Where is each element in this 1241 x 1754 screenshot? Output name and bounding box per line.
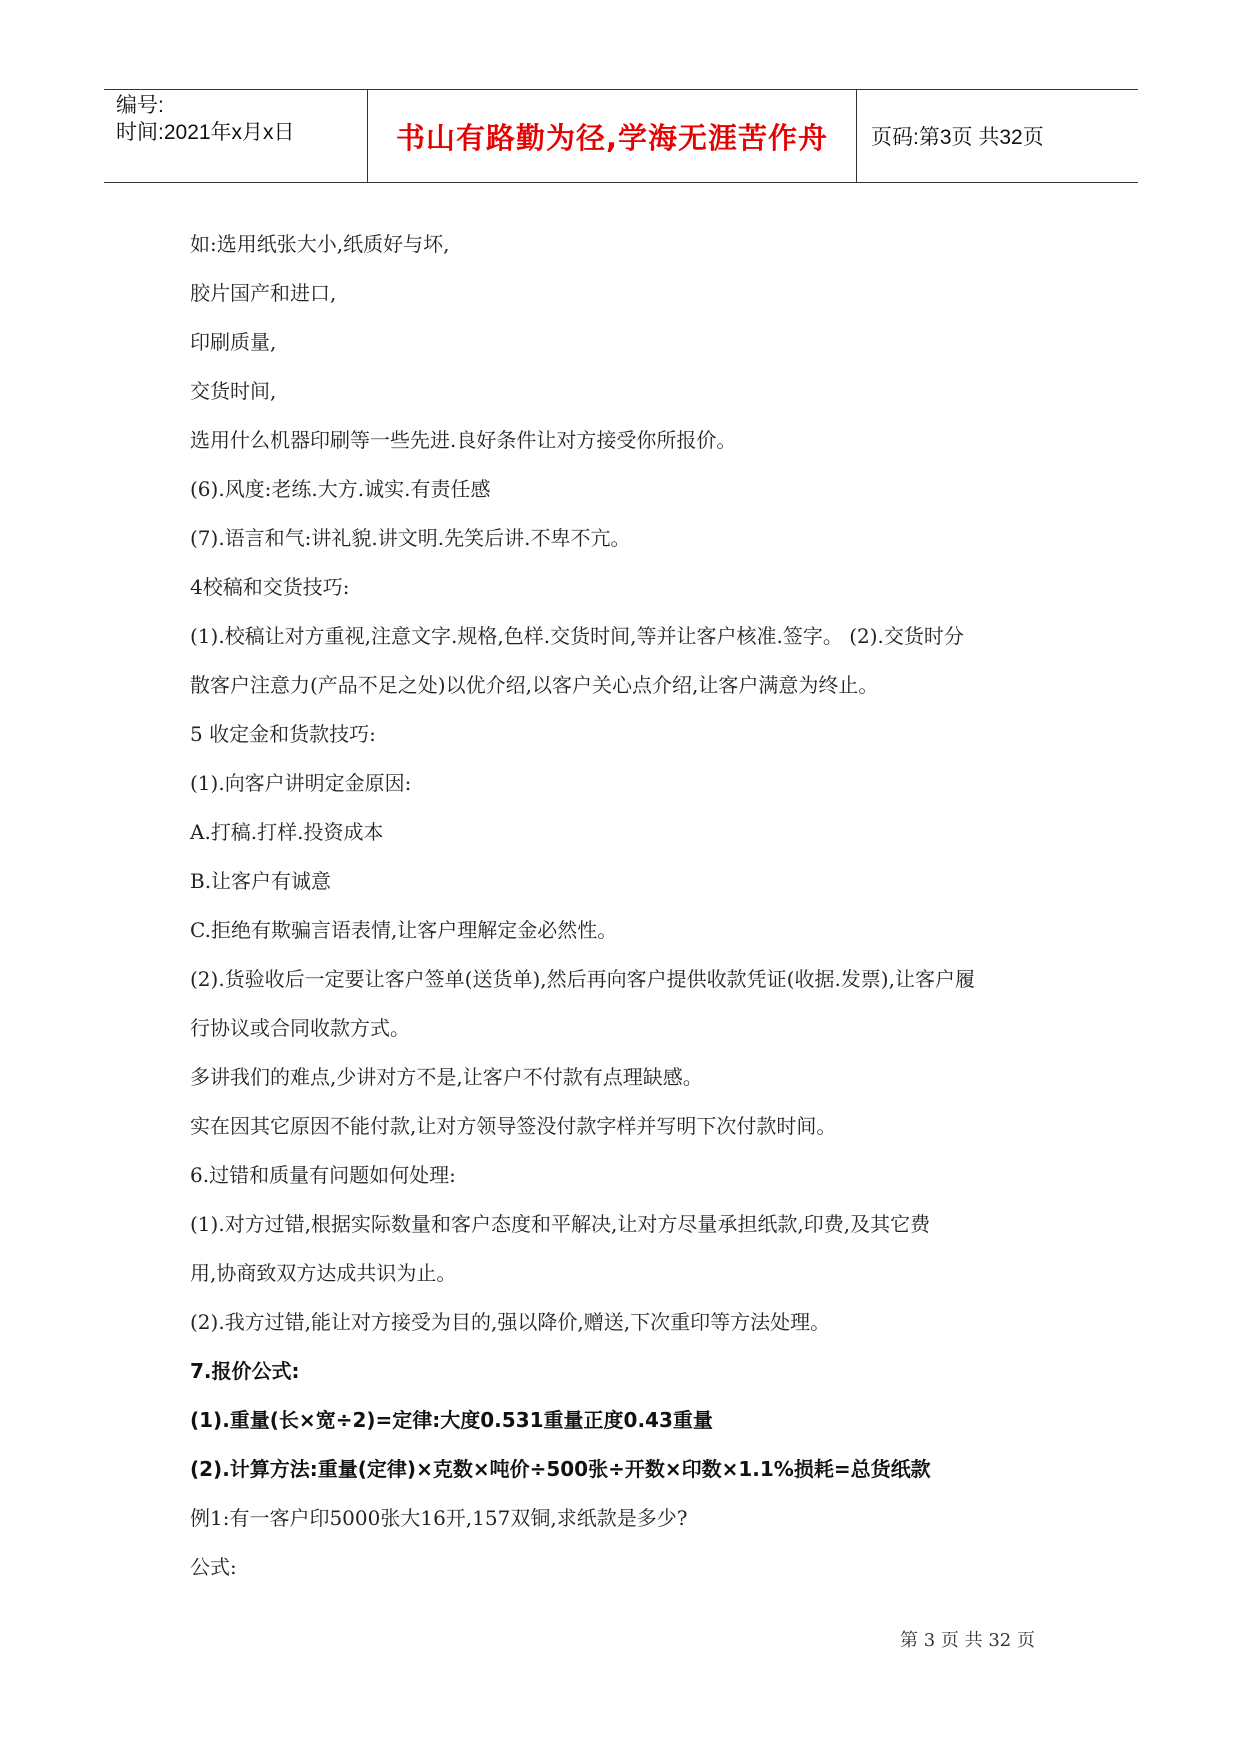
body-paragraph: (1).向客户讲明定金原因: [190,771,412,795]
document-number-label: 编号: [116,94,164,117]
body-paragraph: 5 收定金和货款技巧: [190,722,376,746]
body-paragraph: (1).校稿让对方重视,注意文字.规格,色样.交货时间,等并让客户核准.签字。 (2).交货时分 [190,624,964,648]
document-time-label: 时间:2021年x月x日 [116,121,295,144]
document-body [190,220,1060,1592]
body-paragraph: (2).货验收后一定要让客户签单(送货单),然后再向客户提供收款凭证(收据.发票),让客户履 [190,967,975,991]
page-footer: 第 3 页 共 32 页 [900,1630,1035,1651]
body-paragraph: 7.报价公式: [190,1359,300,1383]
body-paragraph: (2).计算方法:重量(定律)×克数×吨价÷500张÷开数×印数×1.1%损耗=总货纸款 [190,1457,931,1481]
body-paragraph: 公式: [190,1555,237,1579]
body-paragraph: (1).对方过错,根据实际数量和客户态度和平解决,让对方尽量承担纸款,印费,及其它费 [190,1212,931,1236]
header-info-cell [104,90,368,182]
body-paragraph: (1).重量(长×宽÷2)=定律:大度0.531重量正度0.43重量 [190,1408,713,1432]
body-paragraph: 实在因其它原因不能付款,让对方领导签没付款字样并写明下次付款时间。 [190,1114,837,1138]
body-paragraph: (2).我方过错,能让对方接受为目的,强以降价,赠送,下次重印等方法处理。 [190,1310,831,1334]
body-paragraph: 交货时间, [190,379,277,403]
body-paragraph: 如:选用纸张大小,纸质好与坏, [190,232,450,256]
body-paragraph: 胶片国产和进口, [190,281,337,305]
header-motto: 书山有路勤为径,学海无涯苦作舟 [368,90,857,182]
body-paragraph: 例1:有一客户印5000张大16开,157双铜,求纸款是多少? [190,1506,688,1530]
body-paragraph: (7).语言和气:讲礼貌.讲文明.先笑后讲.不卑不亢。 [190,526,631,550]
body-paragraph: B.让客户有诚意 [190,869,332,893]
body-paragraph: C.拒绝有欺骗言语表情,让客户理解定金必然性。 [190,918,618,942]
body-paragraph: A.打稿.打样.投资成本 [190,820,384,844]
page-header [104,89,1138,183]
body-paragraph: 多讲我们的难点,少讲对方不是,让客户不付款有点理缺感。 [190,1065,703,1089]
body-paragraph: 6.过错和质量有问题如何处理: [190,1163,456,1187]
body-paragraph: 行协议或合同收款方式。 [190,1016,410,1040]
body-paragraph: 散客户注意力(产品不足之处)以优介绍,以客户关心点介绍,让客户满意为终止。 [190,673,879,697]
body-paragraph: 印刷质量, [190,330,277,354]
body-paragraph: 4校稿和交货技巧: [190,575,350,599]
body-paragraph: 用,协商致双方达成共识为止。 [190,1261,457,1285]
header-page-code: 页码:第3页 共32页 [871,126,1044,149]
body-paragraph: 选用什么机器印刷等一些先进.良好条件让对方接受你所报价。 [190,428,737,452]
body-paragraph: (6).风度:老练.大方.诚实.有责任感 [190,477,491,501]
